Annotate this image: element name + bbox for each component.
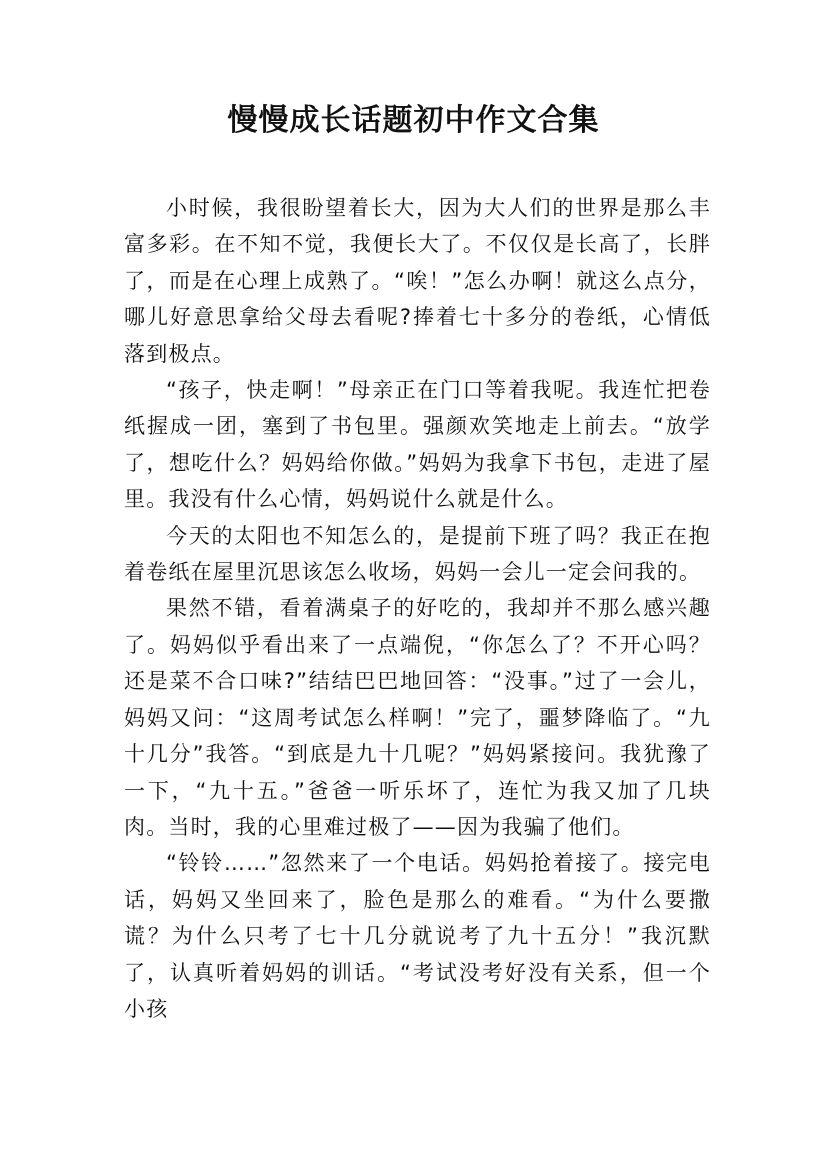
paragraph-1: 小时候，我很盼望着长大，因为大人们的世界是那么丰富多彩。在不知不觉，我便长大了。不仅仅是长高了，长胖了，而是在心理上成熟了。“唉！”怎么办啊！就这么点分，哪儿好意思拿给父母去看呢?捧着七十多分的卷纸，心情低落到极点。 <box>124 196 711 366</box>
paragraph-3: 今天的太阳也不知怎么的，是提前下班了吗？我正在抱着卷纸在屋里沉思该怎么收场，妈妈一会儿一定会问我的。 <box>124 523 711 585</box>
document-body <box>124 190 711 1027</box>
paragraph-4: 果然不错，看着满桌子的好吃的，我却并不那么感兴趣了。妈妈似乎看出来了一点端倪，“你怎么了？不开心吗？还是菜不合口味?”结结巴巴地回答：“没事。”过了一会儿，妈妈又问：“这周考试怎么样啊！”完了，噩梦降临了。“九十几分”我答。“到底是九十几呢？”妈妈紧接问。我犹豫了一下，“九十五。”爸爸一听乐坏了，连忙为我又加了几块肉。当时，我的心里难过极了——因为我骗了他们。 <box>124 596 711 839</box>
paragraph-5: “铃铃……”忽然来了一个电话。妈妈抢着接了。接完电话，妈妈又坐回来了，脸色是那么的难看。“为什么要撒谎？为什么只考了七十几分就说考了九十五分！”我沉默了，认真听着妈妈的训话。“考试没考好没有关系，但一个小孩 <box>124 851 711 1021</box>
paragraph-2: “孩子，快走啊！”母亲正在门口等着我呢。我连忙把卷纸握成一团，塞到了书包里。强颜欢笑地走上前去。“放学了，想吃什么？妈妈给你做。”妈妈为我拿下书包，走进了屋里。我没有什么心情，妈妈说什么就是什么。 <box>124 378 711 512</box>
document-title: 慢慢成长话题初中作文合集 <box>227 103 600 138</box>
